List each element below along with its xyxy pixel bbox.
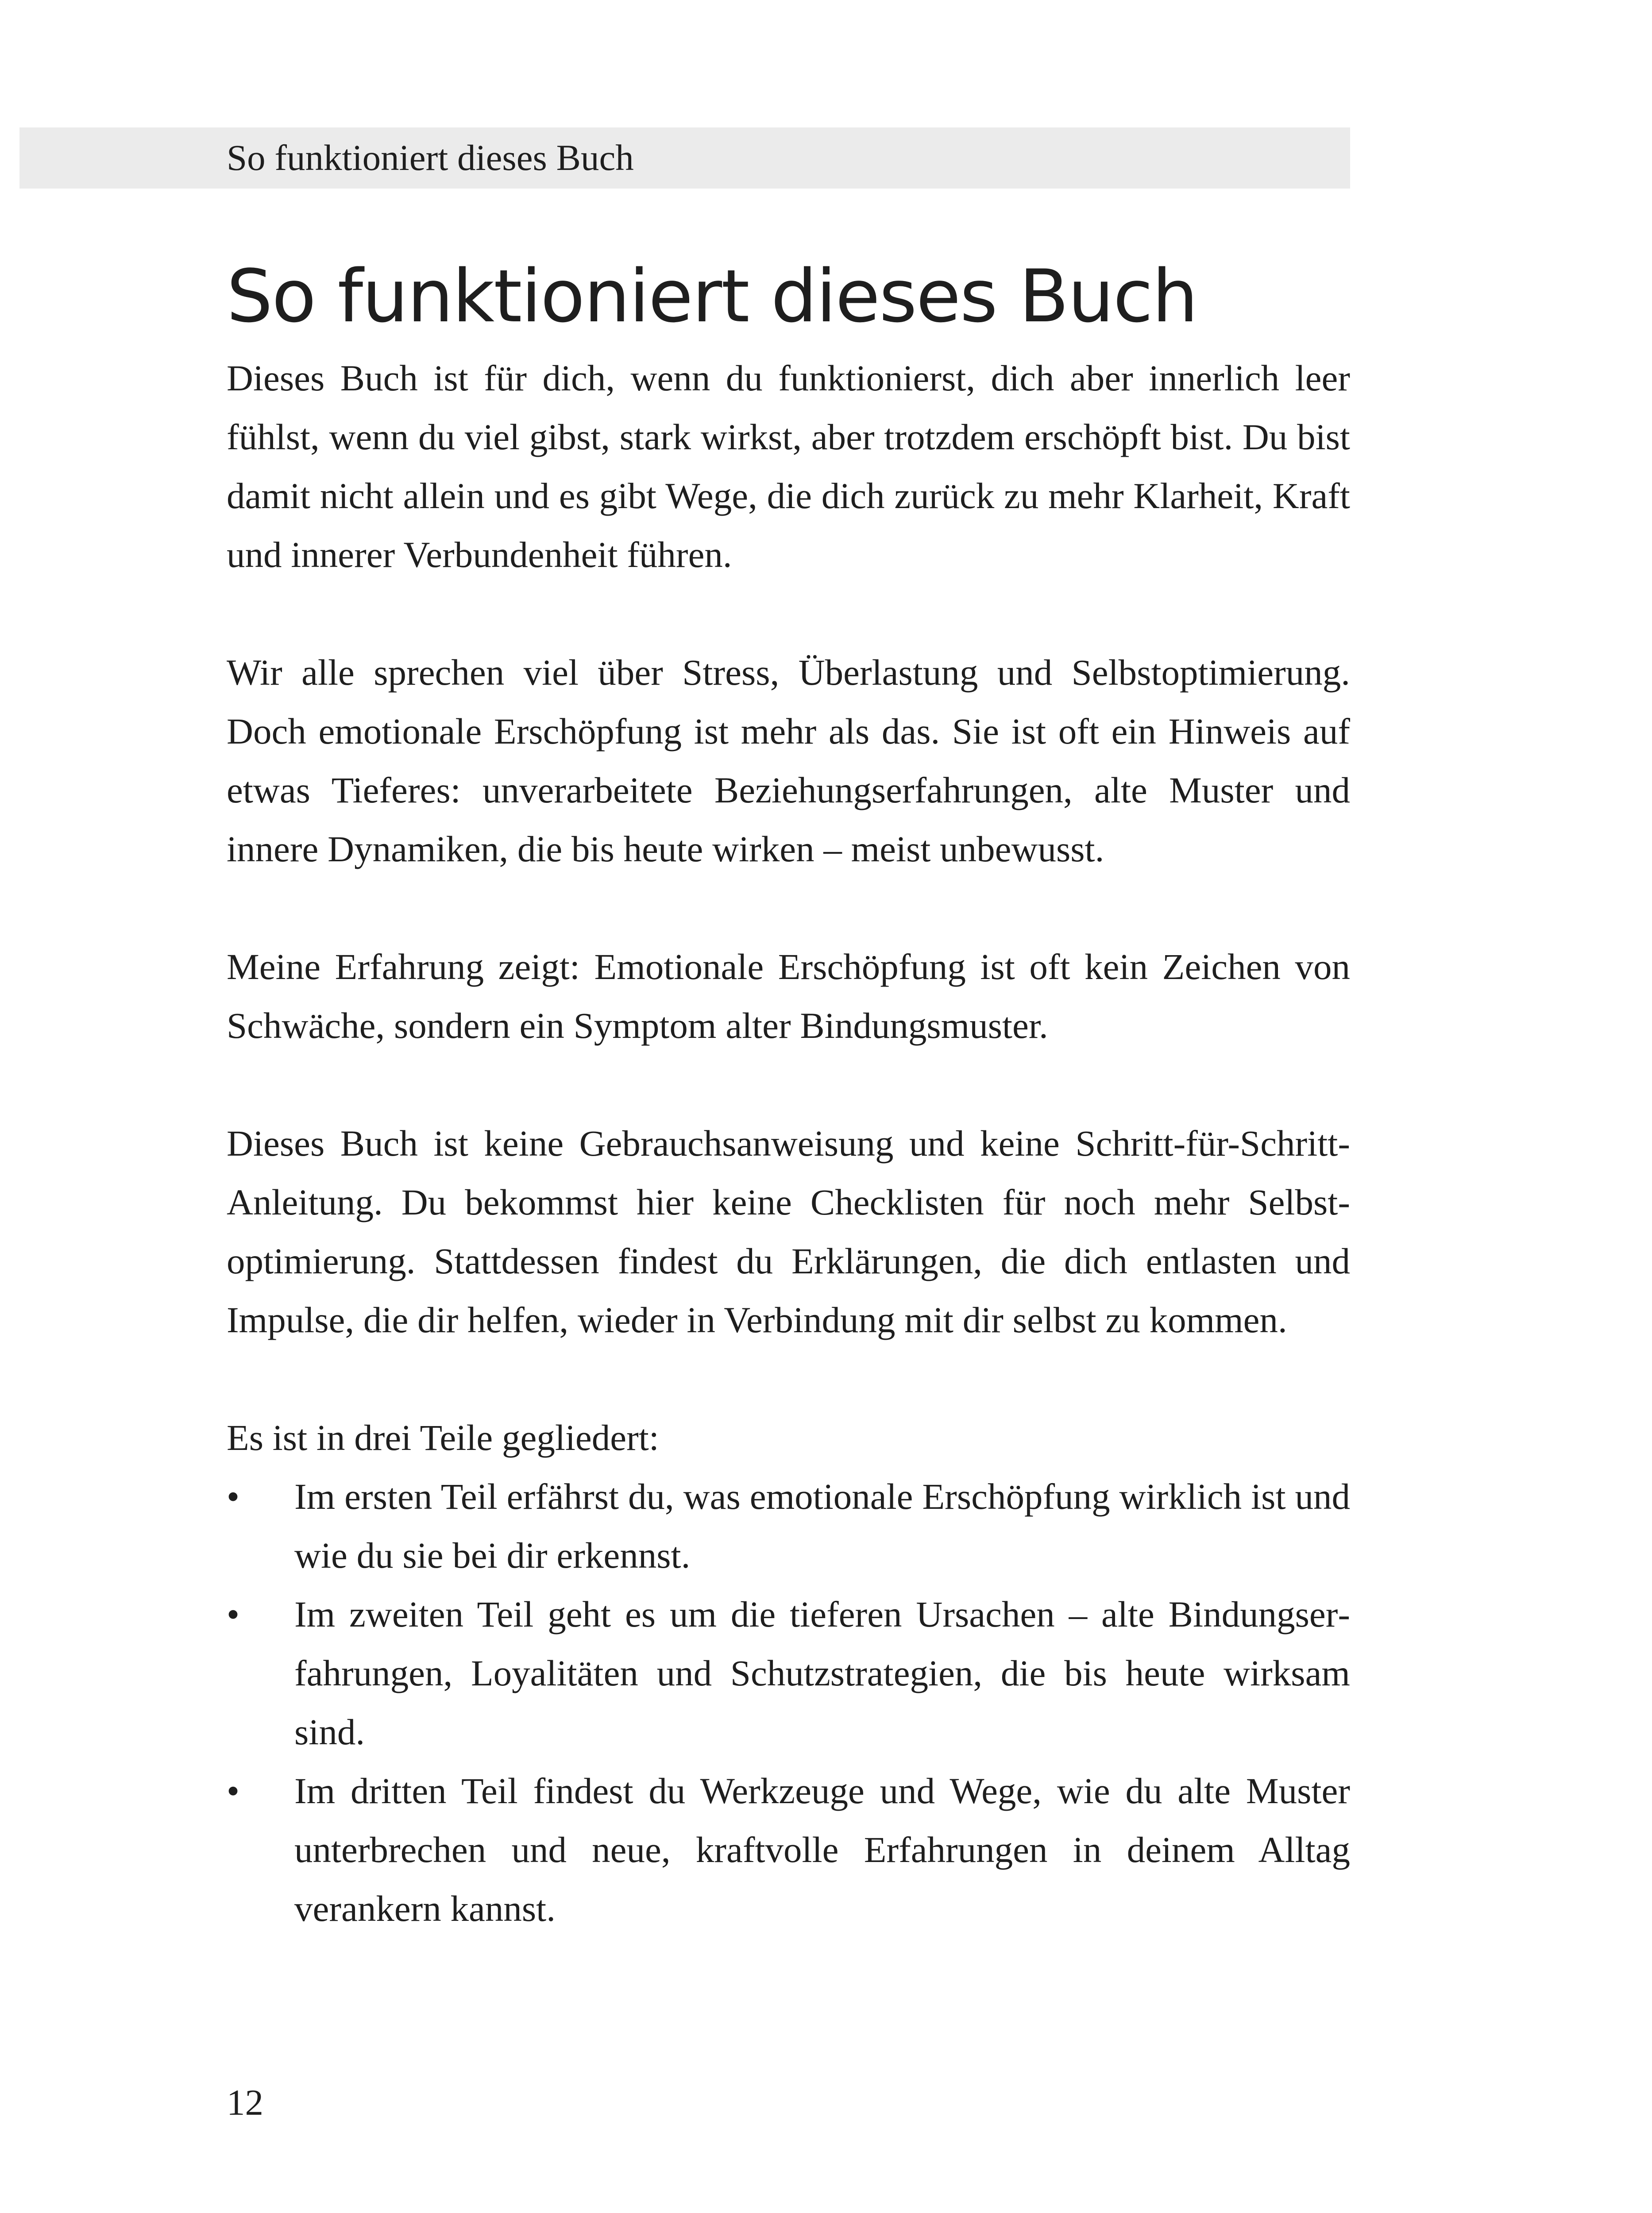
bullet-icon: •	[227, 1476, 240, 1517]
parts-list	[227, 1467, 1350, 1938]
list-item-text: Im zweiten Teil geht es um die tieferen Ursachen – alte Bindungserfahrungen, Loyalitäten und Schutzstrategien, die bis heute wirksam sind.	[294, 1594, 1350, 1752]
running-head	[19, 127, 1350, 189]
paragraph-intro: Dieses Buch ist für dich, wenn du funktionierst, dich aber innerlich leer fühlst, wenn du viel gibst, stark wirkst, aber trotzdem erschöpft bist. Du bist damit nicht allein und es gibt Wege, die dich zurück zu mehr Klarheit, Kraft und innerer Verbundenheit führen.	[227, 358, 1350, 575]
list-item	[227, 1585, 1350, 1762]
paragraph-experience: Meine Erfahrung zeigt: Emotionale Erschöpfung ist oft kein Zeichen von Schwäche, sondern ein Symptom alter Bindungsmuster.	[227, 946, 1350, 1046]
page-content	[227, 252, 1350, 1938]
list-item	[227, 1467, 1350, 1585]
page-title: So funktioniert dieses Buch	[227, 254, 1197, 339]
running-head-text: So funktioniert dieses Buch	[227, 137, 634, 178]
list-item	[227, 1762, 1350, 1938]
page-number: 12	[227, 2082, 263, 2123]
paragraph-approach: Dieses Buch ist keine Gebrauchsanweisung und keine Schritt-für-Schritt-Anleitung. Du bekommst hier keine Checklisten für noch mehr Selbstoptimierung. Stattdessen findest du Erklärungen, die dich entlasten und Impulse, die dir helfen, wieder in Verbindung mit dir selbst zu kommen.	[227, 1123, 1350, 1340]
list-item-text: Im dritten Teil findest du Werkzeuge und Wege, wie du alte Muster unterbrechen und neue, kraftvolle Erfahrungen in deinem Alltag verankern kannst.	[294, 1770, 1350, 1929]
paragraph-stress: Wir alle sprechen viel über Stress, Überlastung und Selbstoptimierung. Doch emotionale Erschöpfung ist mehr als das. Sie ist oft ein Hinweis auf etwas Tieferes: unverarbeitete Beziehungserfahrungen, alte Muster und innere Dynamiken, die bis heute wirken – meist unbewusst.	[227, 652, 1350, 869]
list-item-text: Im ersten Teil erfährst du, was emotionale Erschöpfung wirklich ist und wie du sie bei dir erkennst.	[294, 1476, 1350, 1576]
bullet-icon: •	[227, 1770, 240, 1811]
bullet-icon: •	[227, 1594, 240, 1635]
parts-intro: Es ist in drei Teile gegliedert:	[227, 1417, 659, 1458]
